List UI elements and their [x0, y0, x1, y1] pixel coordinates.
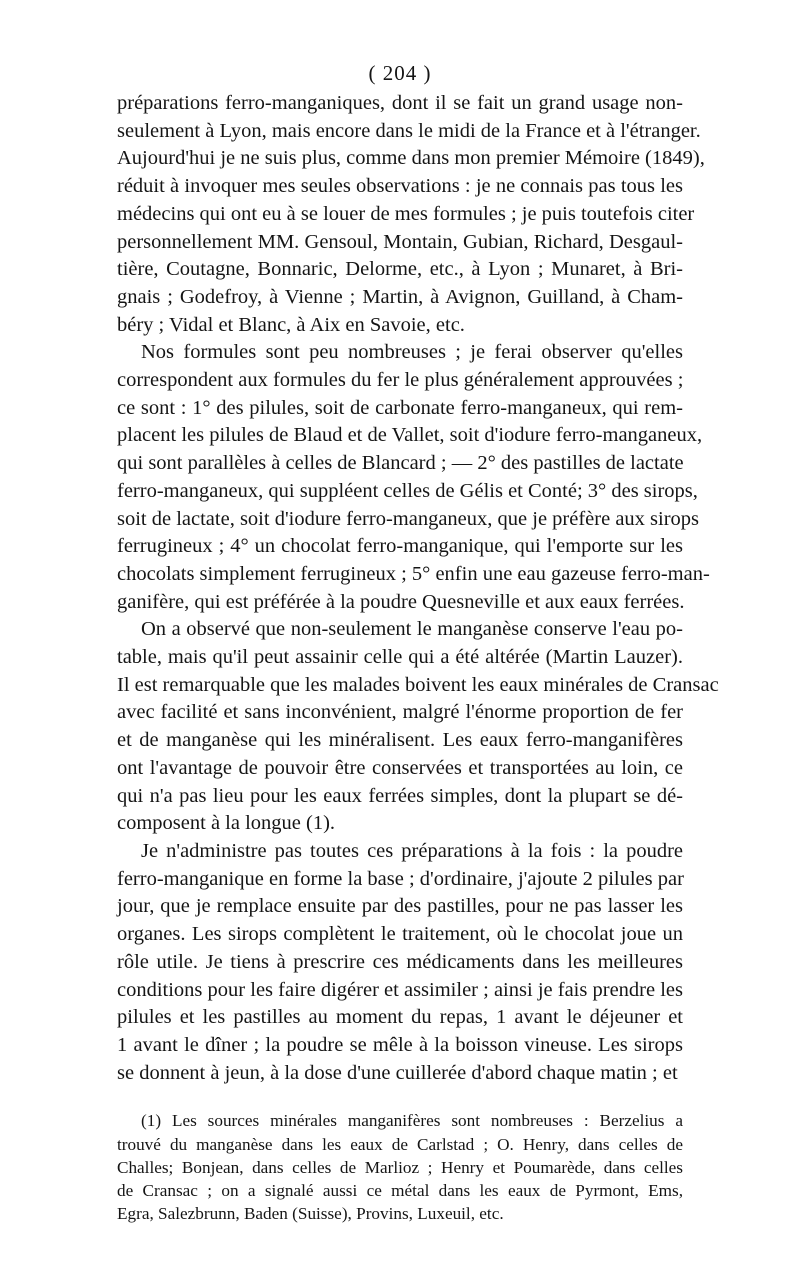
text-line: jour, que je remplace ensuite par des pastilles, pour ne pas lasser les — [117, 895, 683, 918]
text-line: rôle utile. Je tiens à prescrire ces médicaments dans les meilleures — [117, 950, 683, 973]
page-number: ( 204 ) — [368, 61, 432, 85]
footnote-line: de Cransac ; on a signalé aussi ce métal dans les eaux de Pyrmont, Ems, — [117, 1180, 683, 1200]
text-line: soit de lactate, soit d'iodure ferro-manganeux, que je préfère aux sirops — [117, 507, 700, 530]
text-line: se donnent à jeun, à la dose d'une cuillerée d'abord chaque matin ; et — [117, 1061, 678, 1084]
text-line: table, mais qu'il peut assainir celle qui a été altérée (Martin Lauzer). — [117, 646, 683, 669]
footnotes — [117, 1109, 683, 1225]
text-line: médecins qui ont eu à se louer de mes formules ; je puis toutefois citer — [117, 202, 695, 225]
footnote-line: Challes; Bonjean, dans celles de Marlioz ; Henry et Poumarède, dans celles — [117, 1157, 683, 1177]
text-line: ferrugineux ; 4° un chocolat ferro-manganique, qui l'emporte sur les — [117, 535, 683, 558]
text-line: Nos formules sont peu nombreuses ; je ferai observer qu'elles — [141, 341, 683, 364]
footnote-line: (1) Les sources minérales manganifères sont nombreuses : Berzelius a — [141, 1111, 683, 1131]
text-line: placent les pilules de Blaud et de Vallet, soit d'iodure ferro-manganeux, — [117, 424, 703, 447]
book-page — [117, 60, 719, 1225]
text-line: ganifère, qui est préférée à la poudre Quesneville et aux eaux ferrées. — [117, 590, 685, 613]
paragraph — [117, 838, 683, 1087]
text-line: composent à la longue (1). — [117, 812, 336, 835]
text-line: ferro-manganeux, qui suppléent celles de Gélis et Conté; 3° des sirops, — [117, 479, 698, 502]
footnote-line: trouvé du manganèse dans les eaux de Carlstad ; O. Henry, dans celles de — [117, 1134, 683, 1154]
text-line: ont l'avantage de pouvoir être conservées et transportées au loin, ce — [117, 756, 683, 779]
footnote-line: Egra, Salezbrunn, Baden (Suisse), Provins, Luxeuil, etc. — [117, 1204, 504, 1224]
paragraph — [117, 90, 705, 339]
text-line: personnellement MM. Gensoul, Montain, Gubian, Richard, Desgaul- — [117, 230, 683, 253]
text-line: béry ; Vidal et Blanc, à Aix en Savoie, etc. — [117, 313, 465, 336]
text-line: Aujourd'hui je ne suis plus, comme dans mon premier Mémoire (1849), — [117, 147, 705, 170]
text-line: ferro-manganique en forme la base ; d'ordinaire, j'ajoute 2 pilules par — [117, 867, 684, 890]
body-text — [117, 90, 719, 1087]
text-line: 1 avant le dîner ; la poudre se mêle à la boisson vineuse. Les sirops — [117, 1033, 683, 1056]
text-line: conditions pour les faire digérer et assimiler ; ainsi je fais prendre les — [117, 978, 683, 1001]
text-line: tière, Coutagne, Bonnaric, Delorme, etc., à Lyon ; Munaret, à Bri- — [117, 258, 683, 281]
text-line: ce sont : 1° des pilules, soit de carbonate ferro-manganeux, qui rem- — [117, 396, 683, 419]
text-line: et de manganèse qui les minéralisent. Les eaux ferro-manganifères — [117, 729, 683, 752]
text-line: pilules et les pastilles au moment du repas, 1 avant le déjeuner et — [117, 1006, 683, 1029]
text-line: gnais ; Godefroy, à Vienne ; Martin, à Avignon, Guilland, à Cham- — [117, 285, 683, 308]
text-line: On a observé que non-seulement le manganèse conserve l'eau po- — [141, 618, 683, 641]
text-line: qui sont parallèles à celles de Blancard ; — 2° des pastilles de lactate — [117, 452, 684, 475]
paragraph — [117, 616, 719, 838]
text-line: Je n'administre pas toutes ces préparations à la fois : la poudre — [141, 839, 683, 862]
text-line: organes. Les sirops complètent le traitement, où le chocolat joue un — [117, 923, 683, 946]
paragraph — [117, 339, 710, 616]
text-line: préparations ferro-manganiques, dont il se fait un grand usage non- — [117, 92, 683, 114]
text-line: qui n'a pas lieu pour les eaux ferrées simples, dont la plupart se dé- — [117, 784, 683, 807]
text-line: avec facilité et sans inconvénient, malgré l'énorme proportion de fer — [117, 701, 683, 724]
text-line: Il est remarquable que les malades boivent les eaux minérales de Cransac — [117, 673, 719, 696]
text-line: correspondent aux formules du fer le plus généralement approuvées ; — [117, 369, 684, 392]
text-line: seulement à Lyon, mais encore dans le midi de la France et à l'étranger. — [117, 119, 701, 142]
text-line: réduit à invoquer mes seules observations : je ne connais pas tous les — [117, 175, 683, 198]
text-line: chocolats simplement ferrugineux ; 5° enfin une eau gazeuse ferro-man- — [117, 562, 710, 585]
